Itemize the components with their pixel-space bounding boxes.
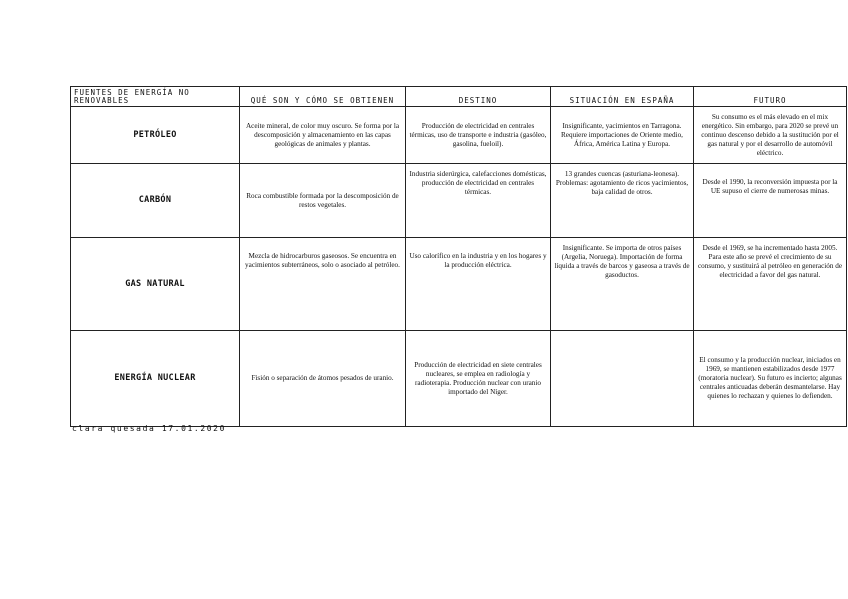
source-cell: ENERGÍA NUCLEAR: [71, 331, 240, 427]
what-cell: Roca combustible formada por la descomposición de restos vegetales.: [240, 164, 406, 238]
header-future: FUTURO: [694, 87, 847, 107]
source-cell: GAS NATURAL: [71, 238, 240, 331]
author-signature: clara quesada 17.01.2020: [72, 424, 226, 433]
table-row: [71, 331, 847, 427]
source-cell: PETRÓLEO: [71, 107, 240, 164]
future-cell: Su consumo es el más elevado en el mix energético. Sin embargo, para 2020 se prevé un continuo descenso debido a la sustitución por el gas natural y por el desarrollo de automóvil eléctrico.: [694, 107, 847, 164]
energy-table: [70, 86, 847, 427]
spain-cell: Insignificante. Se importa de otros países (Argelia, Noruega). Importación de forma líquida a través de barcos y gaseosa a través de gasoductos.: [551, 238, 694, 331]
spain-cell: Insignificante, yacimientos en Tarragona. Requiere importaciones de Oriente medio, África, América Latina y Europa.: [551, 107, 694, 164]
what-cell: Mezcla de hidrocarburos gaseosos. Se encuentra en yacimientos subterráneos, solo o asociado al petróleo.: [240, 238, 406, 331]
spain-cell: [551, 331, 694, 427]
table-header-row: [71, 87, 847, 107]
header-what: QUÉ SON Y CÓMO SE OBTIENEN: [240, 87, 406, 107]
destination-cell: Industria siderúrgica, calefacciones domésticas, producción de electricidad en centrales térmicas.: [406, 164, 551, 238]
what-cell: Fisión o separación de átomos pesados de uranio.: [240, 331, 406, 427]
spain-cell: 13 grandes cuencas (asturiana-leonesa). Problemas: agotamiento de ricos yacimientos, baja calidad de otros.: [551, 164, 694, 238]
future-cell: El consumo y la producción nuclear, iniciados en 1969, se mantienen estabilizados desde 1977 (moratoria nuclear). Su futuro es incierto; algunas centrales anticuadas deberán desmantelarse. Hay quienes lo rechazan y quienes lo defienden.: [694, 331, 847, 427]
header-spain: SITUACIÓN EN ESPAÑA: [551, 87, 694, 107]
source-cell: CARBÓN: [71, 164, 240, 238]
destination-cell: Producción de electricidad en centrales térmicas, uso de transporte e industria (gasóleo, gasolina, fueloil).: [406, 107, 551, 164]
destination-cell: Uso calorífico en la industria y en los hogares y la producción eléctrica.: [406, 238, 551, 331]
table-row: [71, 164, 847, 238]
header-destination: DESTINO: [406, 87, 551, 107]
future-cell: Desde el 1969, se ha incrementado hasta 2005. Para este año se prevé el crecimiento de su consumo, y sustituirá al petróleo en generación de electricidad a favor del gas natural.: [694, 238, 847, 331]
header-sources: FUENTES DE ENERGÍA NO RENOVABLES: [71, 87, 240, 107]
table-row: [71, 107, 847, 164]
what-cell: Aceite mineral, de color muy oscuro. Se forma por la descomposición y almacenamiento en las capas geológicas de animales y plantas.: [240, 107, 406, 164]
table-row: [71, 238, 847, 331]
destination-cell: Producción de electricidad en siete centrales nucleares, se emplea en radiología y radioterapia. Producción nuclear con uranio importado del Níger.: [406, 331, 551, 427]
future-cell: Desde el 1990, la reconversión impuesta por la UE supuso el cierre de numerosas minas.: [694, 164, 847, 238]
